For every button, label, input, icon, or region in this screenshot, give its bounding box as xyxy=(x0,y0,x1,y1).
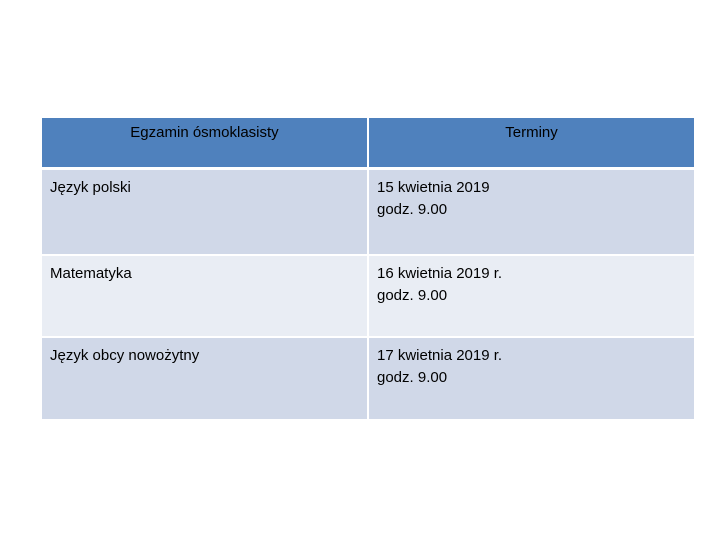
exam-date: 17 kwietnia 2019 r. xyxy=(377,347,503,364)
date-cell xyxy=(368,337,694,419)
date-cell xyxy=(368,255,694,337)
exam-time: godz. 9.00 xyxy=(377,287,448,304)
subject-cell: Matematyka xyxy=(42,255,368,337)
exam-time: godz. 9.00 xyxy=(377,200,448,218)
exam-schedule-table xyxy=(42,118,694,419)
exam-time: godz. 9.00 xyxy=(377,369,448,386)
date-cell xyxy=(368,168,694,255)
subject-cell: Język polski xyxy=(42,168,368,255)
exam-date: 15 kwietnia 2019 xyxy=(377,178,490,196)
exam-date: 16 kwietnia 2019 r. xyxy=(377,265,503,282)
subject-cell: Język obcy nowożytny xyxy=(42,337,368,419)
column-header-exam: Egzamin ósmoklasisty xyxy=(42,118,368,168)
table-header-row xyxy=(42,118,694,168)
table-row xyxy=(42,168,694,255)
column-header-dates: Terminy xyxy=(368,118,694,168)
table-row xyxy=(42,255,694,337)
table-row xyxy=(42,337,694,419)
